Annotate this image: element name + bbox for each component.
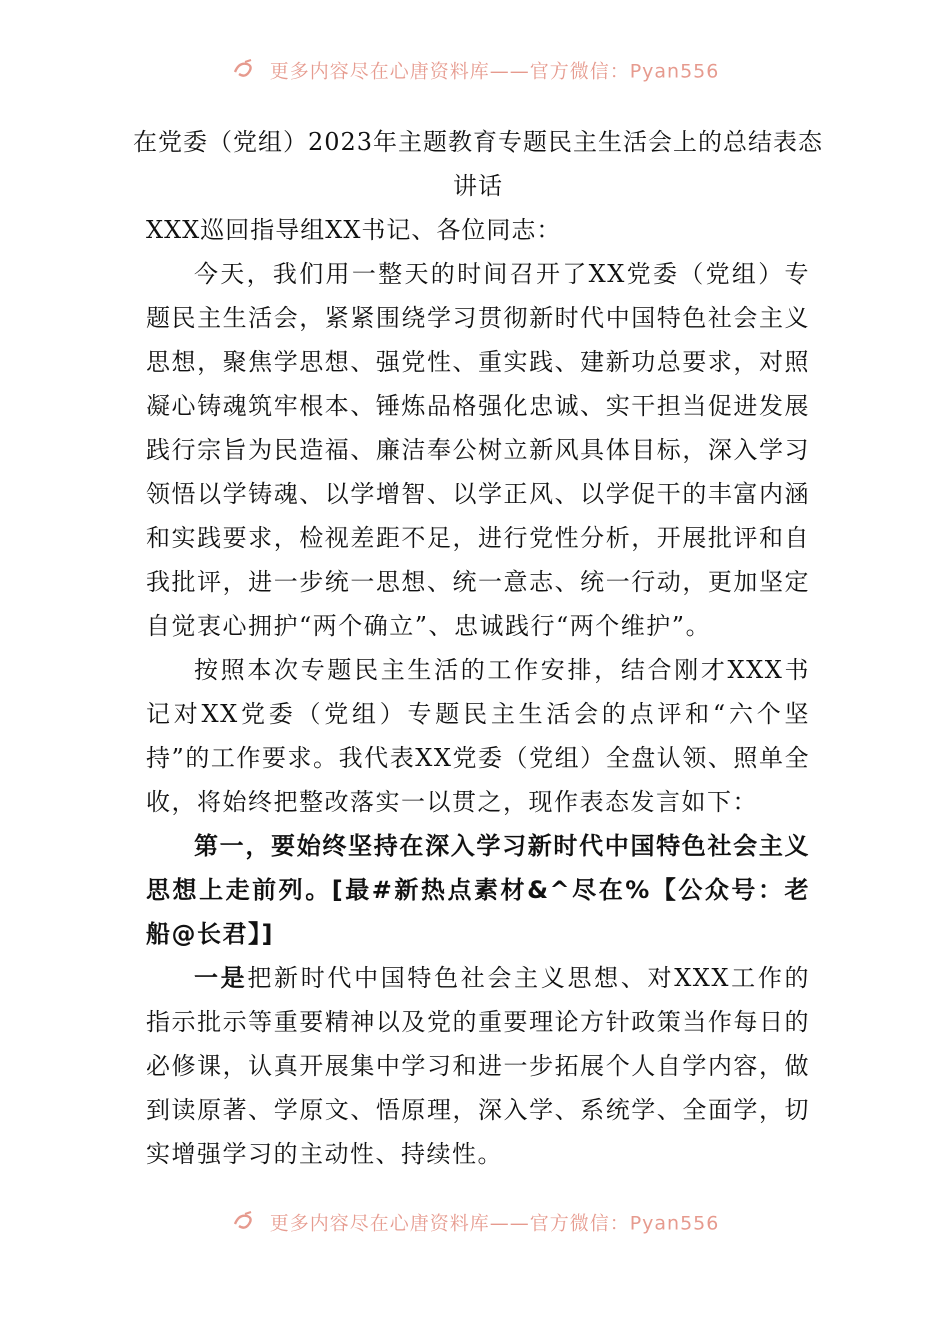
paragraph-intro: 今天，我们用一整天的时间召开了XX党委（党组）专题民主生活会，紧紧围绕学习贯彻新时代中国特色社会主义思想，聚焦学思想、强党性、重实践、建新功总要求，对照凝心铸魂筑牢根本、锤炼品格强化忠诚、实干担当促进发展践行宗旨为民造福、廉洁奉公树立新风具体目标，深入学习领悟以学铸魂、以学增智、以学正风、以学促干的丰富内涵和实践要求，检视差距不足，进行党性分析，开展批评和自我批评，进一步统一思想、统一意志、统一行动，更加坚定自觉衷心拥护“两个确立”、忠诚践行“两个维护”。 bbox=[146, 260, 810, 640]
header-watermark-text: 更多内容尽在心唐资料库——官方微信：Pyan556 bbox=[269, 60, 720, 82]
document-body bbox=[132, 120, 824, 1176]
paragraph-arrangement: 按照本次专题民主生活的工作安排，结合刚才XXX书记对XX党委（党组）专题民主生活会的点评和“六个坚持”的工作要求。我代表XX党委（党组）全盘认领、照单全收，将始终把整改落实一以贯之，现作表态发言如下： bbox=[146, 656, 810, 816]
point-text: 把新时代中国特色社会主义思想、对XXX工作的指示批示等重要精神以及党的重要理论方针政策当作每日的必修课，认真开展集中学习和进一步拓展个人自学内容，做到读原著、学原文、悟原理，深入学、系统学、全面学，切实增强学习的主动性、持续性。 bbox=[146, 964, 810, 1168]
header-watermark bbox=[0, 58, 950, 82]
section-heading-first: 第一，要始终坚持在深入学习新时代中国特色社会主义思想上走前列。[最#新热点素材&^尽在%【公众号：老船@长君】] bbox=[146, 832, 810, 948]
document-title: 在党委（党组）2023年主题教育专题民主生活会上的总结表态讲话 bbox=[132, 128, 824, 200]
watermark-logo-icon bbox=[231, 1210, 257, 1234]
point-lead: 一是 bbox=[194, 964, 248, 992]
paragraph-point-one bbox=[146, 956, 810, 1176]
footer-watermark-text: 更多内容尽在心唐资料库——官方微信：Pyan556 bbox=[269, 1212, 720, 1234]
footer-watermark bbox=[0, 1210, 950, 1234]
document-greeting: XXX巡回指导组XX书记、各位同志： bbox=[146, 216, 562, 244]
watermark-logo-icon bbox=[231, 58, 257, 82]
